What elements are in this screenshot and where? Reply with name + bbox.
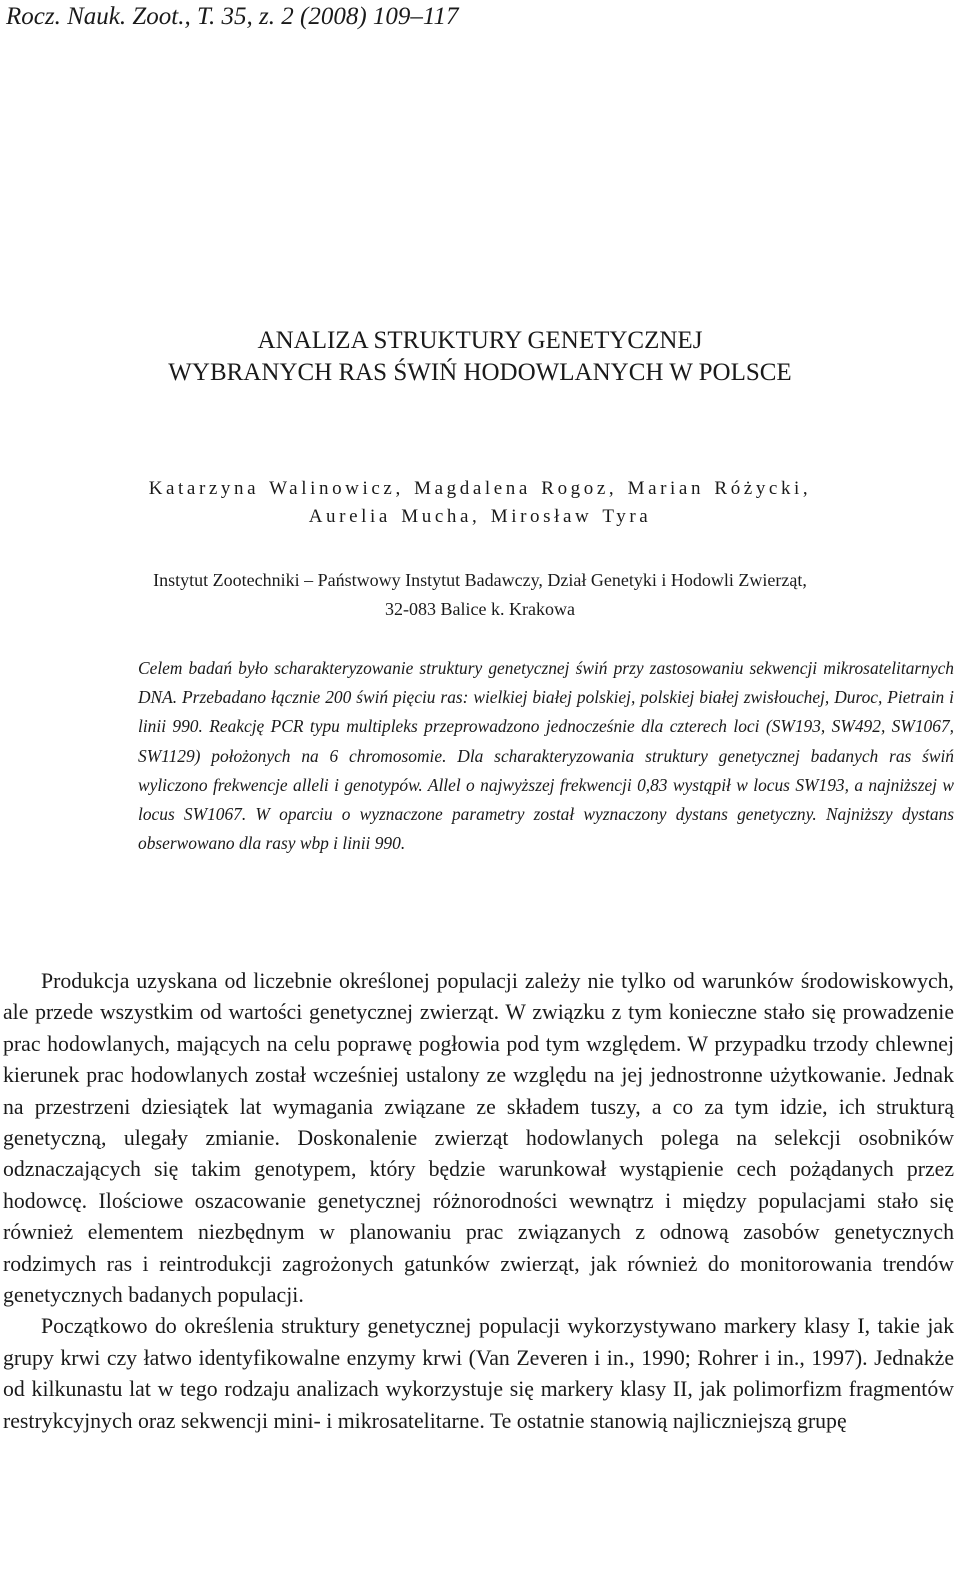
authors-line-2: Aurelia Mucha, Mirosław Tyra [308, 506, 652, 527]
body-text [3, 966, 954, 1437]
authors-line-1: Katarzyna Walinowicz, Magdalena Rogoz, Marian Różycki, [148, 478, 812, 499]
affiliation-line-2: 32-083 Balice k. Krakowa [385, 599, 575, 619]
body-paragraph-2: Początkowo do określenia struktury genetycznej populacji wykorzystywano markery klasy I, takie jak grupy krwi czy łatwo identyfikowalne enzymy krwi (Van Zeveren i in., 1990; Rohrer i in., 1997). Jednakże od kilkunastu lat w tego rodzaju analizach wykorzystuje się markery klasy II, jak polimorfizm fragmentów restrykcyjnych oraz sekwencji mini- i mikrosatelitarne. Te ostatnie stanowią najliczniejszą grupę [3, 1314, 954, 1433]
journal-header: Rocz. Nauk. Zoot., T. 35, z. 2 (2008) 109–117 [6, 3, 459, 30]
abstract: Celem badań było scharakteryzowanie struktury genetycznej świń przy zastosowaniu sekwencji mikrosatelitarnych DNA. Przebadano łącznie 200 świń pięciu ras: wielkiej białej polskiej, polskiej białej zwisłouchej, Duroc, Pietrain i linii 990. Reakcję PCR typu multipleks przeprowadzono jednocześnie dla czterech loci (SW193, SW492, SW1067, SW1129) położonych na 6 chromosomie. Dla scharakteryzowania struktury genetycznej badanych ras świń wyliczono frekwencje alleli i genotypów. Allel o najwyższej frekwencji 0,83 wystąpił w locus SW193, a najniższej w locus SW1067. W oparciu o wyznaczone parametry został wyznaczony dystans genetyczny. Najniższy dystans obserwowano dla rasy wbp i linii 990. [138, 658, 954, 854]
title-line-2: WYBRANYCH RAS ŚWIŃ HODOWLANYCH W POLSCE [168, 359, 792, 386]
affiliation-line-1: Instytut Zootechniki – Państwowy Instytut Badawczy, Dział Genetyki i Hodowli Zwierząt, [153, 570, 807, 590]
affiliation [0, 566, 960, 624]
body-paragraph-1: Produkcja uzyskana od liczebnie określonej populacji zależy nie tylko od warunków środowiskowych, ale przede wszystkim od wartości genetycznej zwierząt. W związku z tym konieczne stało się prowadzenie prac hodowlanych, mających na celu poprawę pogłowia pod tym względem. W przypadku trzody chlewnej kierunek prac hodowlanych został wcześniej ustalony ze względu na jej jednostronne użytkowanie. Jednak na przestrzeni dziesiątek lat wymagania związane ze składem tuszy, a co za tym idzie, ich strukturą genetyczną, ulegały zmianie. Doskonalenie zwierząt hodowlanych polega na selekcji osobników odznaczających się takim genotypem, który będzie warunkował wystąpienie cech pożądanych przez hodowcę. Ilościowe oszacowanie genetycznej różnorodności wewnątrz i między populacjami stało się również elementem niezbędnym w planowaniu prac związanych z odnową zasobów genetycznych rodzimych ras i reintrodukcji zagrożonych gatunków zwierząt, jak również do monitorowania trendów genetycznych badanych populacji. [3, 969, 954, 1308]
title-line-1: ANALIZA STRUKTURY GENETYCZNEJ [257, 327, 703, 354]
author-list [0, 475, 960, 531]
article-title [0, 325, 960, 389]
